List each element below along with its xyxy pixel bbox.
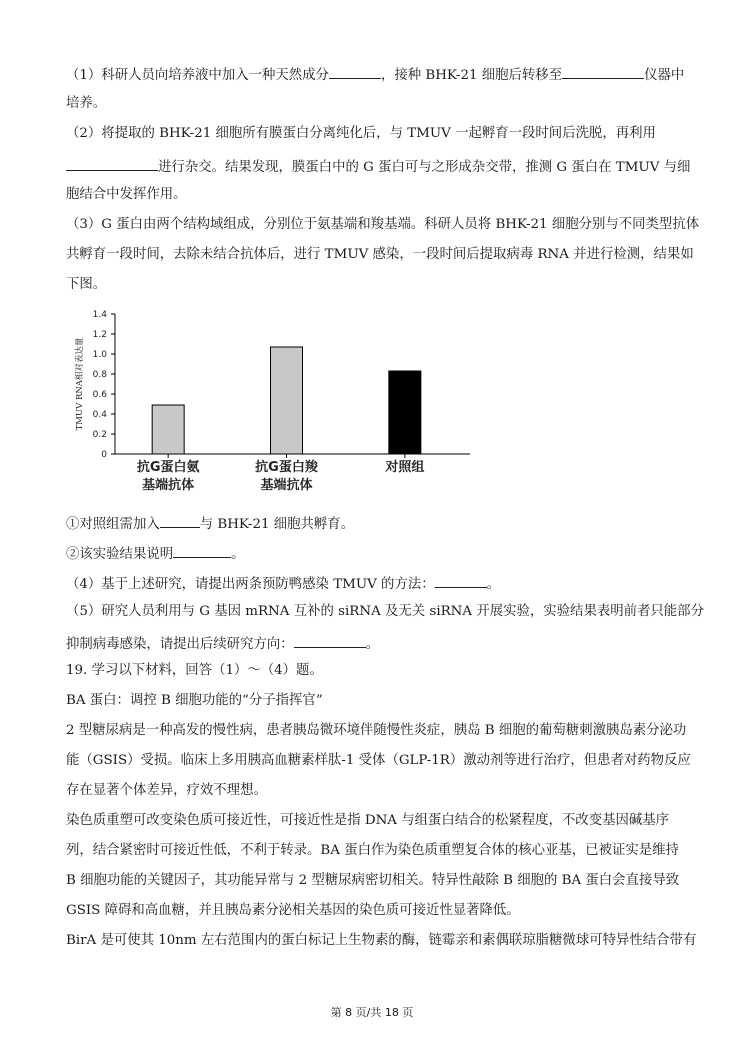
y-tick-label: 1.0 xyxy=(92,350,107,360)
answer-blank[interactable] xyxy=(435,573,487,588)
q1-line: （1）科研人员向培养液中加入一种天然成分 ，接种 BHK-21 细胞后转移至 仪器中 xyxy=(66,64,684,85)
text-line: 2 型糖尿病是一种高发的慢性病，患者胰岛微环境伴随慢性炎症，胰岛 B 细胞的葡萄糖刺激胰岛素分泌功 xyxy=(66,723,687,738)
text-line: 共孵育一段时间，去除未结合抗体后，进行 TMUV 感染，一段时间后提取病毒 RNA 并进行检测，结果如 xyxy=(66,247,694,262)
y-tick-label: 0.2 xyxy=(92,430,107,440)
text-line: 抑制病毒感染，请提出后续研究方向： 。 xyxy=(66,633,379,654)
text-line: 下图。 xyxy=(66,277,107,292)
text-line: （4）基于上述研究，请提出两条预防鸭感染 TMUV 的方法： 。 xyxy=(66,573,500,594)
bar xyxy=(271,347,303,454)
text-line: ①对照组需加入 与 BHK-21 细胞共孵育。 xyxy=(66,513,354,534)
x-category-label: 抗G蛋白氨 xyxy=(136,460,200,475)
text-line: （3）G 蛋白由两个结构域组成，分别位于氨基端和羧基端。科研人员将 BHK-21 细胞分别与不同类型抗体 xyxy=(66,217,700,232)
text-line: ②该实验结果说明 。 xyxy=(66,543,245,564)
text-line: 能（GSIS）受损。临床上多用胰高血糖素样肽-1 受体（GLP-1R）激动剂等进行治疗，但患者对药物反应 xyxy=(66,753,691,768)
answer-blank[interactable] xyxy=(160,513,200,528)
y-axis-label: TMUV RNA相对表达量 xyxy=(75,337,85,431)
x-category-label: 对照组 xyxy=(385,460,425,475)
text-line: 培养。 xyxy=(66,96,107,111)
text-line: B 细胞功能的关键因子，其功能异常与 2 型糖尿病密切相关。特异性敲除 B 细胞的 BA 蛋白会直接导致 xyxy=(66,873,680,888)
x-category-label: 抗G蛋白羧 xyxy=(255,460,318,475)
page-footer: 第 8 页/共 18 页 xyxy=(330,1006,414,1019)
y-tick-label: 1.4 xyxy=(92,310,107,320)
bar xyxy=(389,371,421,454)
text-line: BirA 是可使其 10nm 左右范围内的蛋白标记上生物素的酶，链霉亲和素偶联琼脂糖微球可特异性结合带有 xyxy=(66,933,697,948)
bar-chart xyxy=(70,306,490,496)
x-category-label: 基端抗体 xyxy=(142,478,195,493)
text-line: 列，结合紧密时可接近性低，不利于转录。BA 蛋白作为染色质重塑复合体的核心亚基，已被证实是维持 xyxy=(66,843,679,858)
answer-blank[interactable] xyxy=(66,156,158,171)
bar xyxy=(152,405,184,454)
text-line: GSIS 障碍和高血糖，并且胰岛素分泌相关基因的染色质可接近性显著降低。 xyxy=(66,903,520,918)
y-tick-label: 0 xyxy=(101,450,107,460)
section-19-heading: 19. 学习以下材料，回答（1）～（4）题。 xyxy=(66,663,323,678)
text-line: 进行杂交。结果发现，膜蛋白中的 G 蛋白可与之形成杂交带，推测 G 蛋白在 TMUV 与细 xyxy=(66,156,690,177)
text-line: 染色质重塑可改变染色质可接近性，可接近性是指 DNA 与组蛋白结合的松紧程度，不改变基因碱基序 xyxy=(66,813,670,828)
text-line: （2）将提取的 BHK-21 细胞所有膜蛋白分离纯化后，与 TMUV 一起孵育一段时间后洗脱，再利用 xyxy=(66,126,656,141)
article-title: BA 蛋白：调控 B 细胞功能的“分子指挥官” xyxy=(66,693,323,708)
y-tick-label: 1.2 xyxy=(92,330,107,340)
x-category-label: 基端抗体 xyxy=(260,478,313,493)
y-tick-label: 0.4 xyxy=(92,410,107,420)
answer-blank[interactable] xyxy=(562,64,644,79)
text-line: 存在显著个体差异，疗效不理想。 xyxy=(66,783,267,798)
answer-blank[interactable] xyxy=(294,633,366,648)
text-line: 胞结合中发挥作用。 xyxy=(66,187,187,202)
text-line: （5）研究人员利用与 G 基因 mRNA 互补的 siRNA 及无关 siRNA 开展实验，实验结果表明前者只能部分 xyxy=(66,604,704,619)
y-tick-label: 0.8 xyxy=(92,370,107,380)
y-tick-label: 0.6 xyxy=(92,390,107,400)
answer-blank[interactable] xyxy=(173,543,231,558)
answer-blank[interactable] xyxy=(329,64,381,79)
